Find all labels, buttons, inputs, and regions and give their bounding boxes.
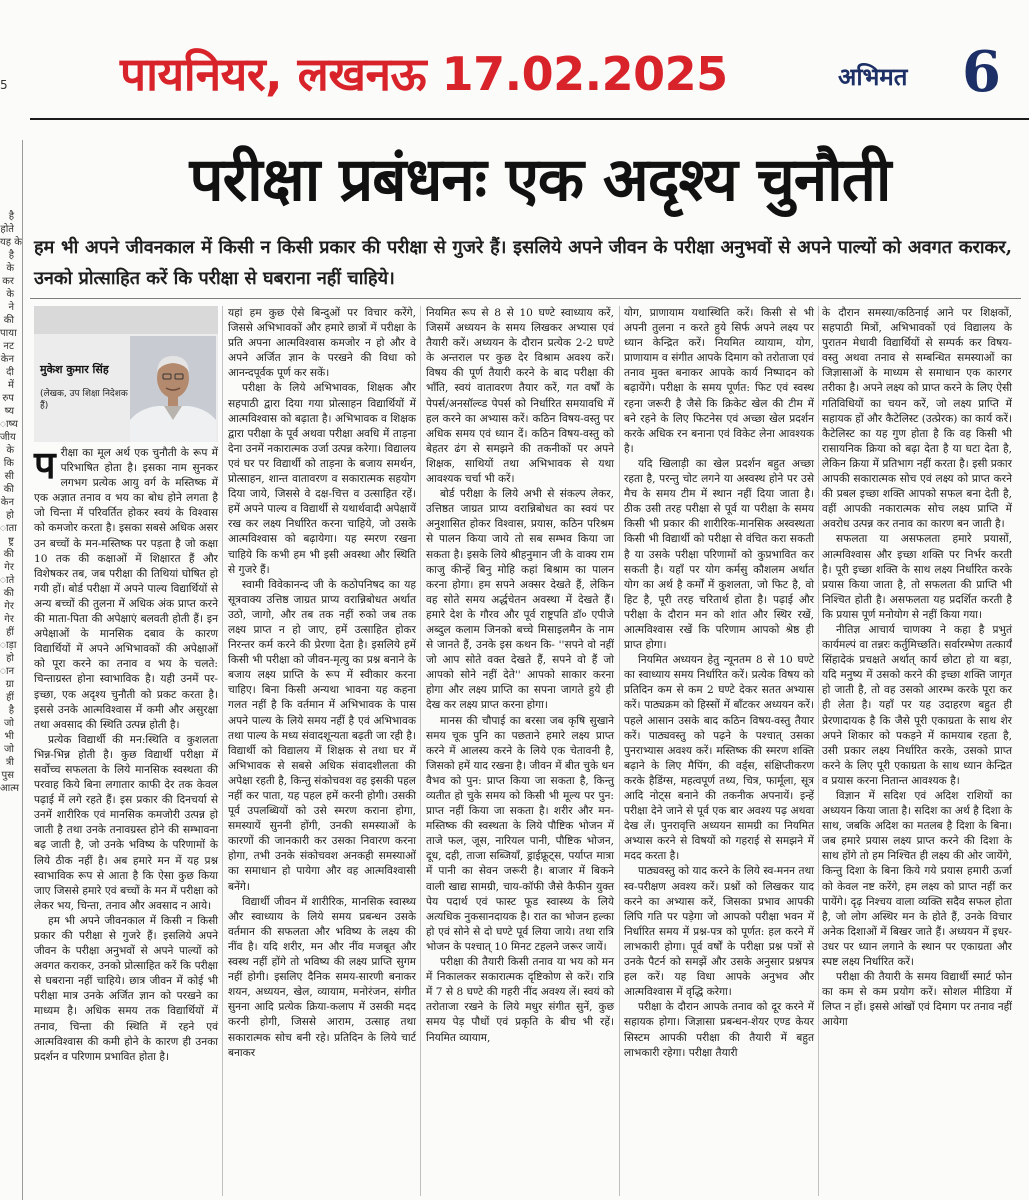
strip-line: रुप bbox=[2, 393, 14, 404]
previous-article-strip bbox=[0, 210, 22, 1200]
column-divider bbox=[619, 306, 620, 1196]
author-portrait-icon bbox=[130, 336, 216, 442]
strip-line: केन bbox=[0, 354, 14, 365]
paragraph: बोर्ड परीक्षा के लिये अभी से संकल्प लेकर, उत्तिष्ठत जाग्रत प्राप्य वरान्निबोधत का स्वयं पर अनुशासित होकर विश्वास, प्रयास, कठिन परिश्रम से पालन किया जाये तो सब सम्भव किया जा सकता है। इसके लिये श्रीहनुमान जी के वाक्य राम काजु कीन्हें बिनु मोहि कहां बिश्राम का पालन करना होगा। हम सपने अक्सर देखते हैं, लेकिन वह सोते समय अर्द्धचेतन अवस्था में देखते हैं। हमारे देश के गौरव और पूर्व राष्ट्रपति डॉ० एपीजे अब्दुल कलाम जिनको बच्चे मिसाइलमैन के नाम से जानते हैं, उनके इस कथन कि- ''सपने वो नहीं जो आप सोते वक्त देखते हैं, सपने वो हैं जो आपको सोने नहीं देते'' आपको साकार करना होगा और लक्ष्य प्राप्ति का सपना जागते हुये ही देख कर लक्ष्य प्राप्त करना होगा। bbox=[426, 488, 614, 712]
strip-line: ग्रा bbox=[5, 679, 14, 690]
strip-line: है bbox=[8, 250, 14, 261]
strip-line: हीं bbox=[6, 692, 14, 703]
masthead bbox=[110, 40, 810, 110]
strip-line: हो bbox=[6, 653, 14, 664]
strip-line: पुस bbox=[1, 770, 14, 781]
column-divider bbox=[420, 306, 421, 1196]
header-rule bbox=[30, 118, 1029, 120]
article-column-5 bbox=[822, 306, 1012, 1196]
paragraph: नीतिज्ञ आचार्य चाणक्य ने कहा है प्रभुतं कार्यमल्पं वा तन्नरः कर्तुमिच्छति। सर्वारम्भेण तत्कार्यं सिंहादेकं प्रचक्षते अर्थात् कार्य छोटा हो या बड़ा, यदि मनुष्य में उसको करने की इच्छा शक्ति जागृत हो जाती है, तो वह उसको आरम्भ करके पूरा कर ही लेता है। यहाँ पर यह उदाहरण बहुत ही प्रेरणादायक है कि जैसे पूरी एकाग्रता के साथ शेर अपने शिकार को पकड़ने में कामयाब रहता है, उसी प्रकार लक्ष्य निर्धारित करके, उसको प्राप्त करने के लिए पूरी एकाग्रता के साथ ध्यान केन्द्रित व प्रयास करना नितान्त आवश्यक है। bbox=[822, 623, 1012, 787]
strip-line: सी bbox=[4, 471, 14, 482]
previous-page-number: 5 bbox=[0, 78, 8, 92]
column-divider bbox=[22, 140, 23, 1200]
strip-line: है bbox=[8, 705, 14, 716]
strip-line: नट bbox=[3, 341, 14, 352]
strip-line: में bbox=[8, 380, 14, 391]
strip-line: की bbox=[3, 315, 14, 326]
paragraph: पाठ्यवस्तु को याद करने के लिये स्व-मनन तथा स्व-परीक्षण अवश्य करें। प्रश्नों को लिखकर याद करने का अभ्यास करें, जिसका प्रभाव आपकी लिपि गति पर पड़ेगा जो आपको परीक्षा भवन में निर्धारित समय में प्रश्न-पत्र को पूर्णत: हल करने में लाभकारी होगा। पूर्व वर्षों के परीक्षा प्रश्न पत्रों से उनके पैटर्न को समझें और उसके अनुसार प्रश्नपत्र हल करें। यह विधा आपके अनुभव और आत्मविश्वास में वृद्धि करेगा। bbox=[624, 865, 814, 999]
strip-line: की bbox=[3, 549, 14, 560]
paragraph: प्रत्येक विद्यार्थी की मन:स्थिति व कुशलता भिन्न-भिन्न होती है। कुछ विद्यार्थी परीक्षा में सर्वोच्च सफलता के लिये मानसिक स्वस्थता की परवाह किये बिना लगातार काफी देर तक केवल पढ़ाई में लगे रहते हैं। इस प्रकार की दिनचर्या से उनमें शारीरिक एवं मानसिक कमजोरी उत्पन्न हो जाती है तथा उनके तनावग्रस्त होने की सम्भावना बढ़ जाती है, जो उनके भविष्य के परिणामों के लिये ठीक नहीं है। अब हमारे मन में यह प्रश्न स्वाभाविक रूप से आता है कि ऐसा कुछ किया जाए जिससे हमारे एवं बच्चों के मन में परीक्षा को लेकर भय, चिन्ता, तनाव और अवसाद न आये। bbox=[34, 733, 218, 912]
paragraph: नियमित रूप से 8 से 10 घण्टे स्वाध्याय करें, जिसमें अध्ययन के समय लिखकर अभ्यास एवं तैयारी करें। अध्ययन के दौरान प्रत्येक 2-2 घण्टे के अन्तराल पर कुछ देर विश्राम अवश्य करें। विषय की पूर्ण तैयारी करने के बाद परीक्षा की भाँति, स्वयं वातावरण तैयार करें, गत वर्षों के पेपर्स/अनसॉल्व्ड पेपर्स को निर्धारित समयावधि में हल करने का अभ्यास करें। कठिन विषय-वस्तु पर अधिक समय एवं ध्यान दें। कठिन विषय-वस्तु को बेहतर ढंग से समझने की तकनीकों पर अपने शिक्षक, साथियों तथा अभिभावक से यथा आवश्यक चर्चा भी करें। bbox=[426, 307, 614, 486]
standfirst: हम भी अपने जीवनकाल में किसी न किसी प्रकार की परीक्षा से गुजरे हैं। इसलिये अपने जीवन के परीक्षा अनुभवों से अपने पाल्यों को अवगत कराकर, उनको प्रोत्साहित करें कि परीक्षा से घबराना नहीं चाहिये। bbox=[34, 237, 1012, 289]
paragraph: योग, प्राणायाम यथास्थिति करें। किसी से भी अपनी तुलना न करते हुये सिर्फ अपने लक्ष्य पर ध्यान केन्द्रित करें। नियमित व्यायाम, योग, प्राणायाम व संगीत आपके दिमाग को तरोताजा एवं तनाव मुक्त बनाकर आपके कार्य निष्पादन को बढ़ायेंगे। परीक्षा के समय पूर्णत: फिट एवं स्वस्थ रहना जरूरी है जैसे कि क्रिकेट खेल की टीम में बने रहने के लिए फिटनेस एवं अच्छा खेल प्रदर्शन करके अधिक रन बनाना एवं विकेट लेना आवश्यक है। bbox=[624, 307, 814, 455]
drop-cap: प bbox=[34, 442, 56, 487]
strip-line: कर bbox=[2, 276, 14, 287]
column-divider bbox=[222, 306, 223, 1196]
strip-line: हीं bbox=[6, 627, 14, 638]
byline-stripe bbox=[34, 306, 218, 334]
headline: परीक्षा प्रबंधनः एक अदृश्य चुनौती bbox=[189, 145, 891, 215]
strip-line: जीय bbox=[0, 432, 16, 443]
author-photo bbox=[130, 336, 216, 442]
strip-line: जो bbox=[3, 718, 14, 729]
section-label: अभिमत bbox=[838, 62, 908, 91]
paragraph: सफलता या असफलता हमारे प्रयासों, आत्मविश्वास और इच्छा शक्ति पर निर्भर करती है। पूरी इच्छा शक्ति के साथ लक्ष्य निर्धारित करके प्रयास किया जाता है, तो सफलता की प्राप्ति भी निश्चित होती है। असफलता यह प्रदर्शित करती है कि प्रयास पूर्ण मनोयोग से नहीं किया गया। bbox=[822, 533, 1012, 621]
strip-line: की bbox=[3, 484, 14, 495]
strip-line: ाते bbox=[0, 575, 15, 586]
paragraph: परीक्षा के दौरान आपके तनाव को दूर करने में सहायक होगा। जिज्ञासा प्रबन्धन-शेयर एण्ड केयर सिस्टम आपकी परीक्षा की तैयारी में बहुत लाभकारी रहेगा। परीक्षा तैयारी bbox=[624, 1001, 814, 1059]
strip-line: त्री bbox=[5, 757, 14, 768]
strip-line: होते bbox=[0, 224, 14, 235]
strip-line: ष्ट्र bbox=[8, 536, 14, 547]
paragraph: विज्ञान में सदिश एवं अदिश राशियों का अध्ययन किया जाता है। सदिश का अर्थ है दिशा के साथ, जबकि अदिश का मतलब है दिशा के बिना। जब हमारे प्रयास लक्ष्य प्राप्त करने की दिशा के साथ होंगे तो हम निश्चित ही लक्ष्य की ओर जायेंगे, किन्तु दिशा के बिना किये गये प्रयास हमारी ऊर्जा को केवल नष्ट करेंगे, हम लक्ष्य को प्राप्त नहीं कर पायेंगे। दृढ़ निश्चय वाला व्यक्ति सदैव सफल होता है, जो लोग अस्थिर मन के होते हैं, उनके विचार अनेक दिशाओं में बिखर जाते हैं। अध्ययन में इधर-उधर पर ध्यान लगाने के स्थान पर एकाग्रता और स्पष्ट लक्ष्य निर्धारित करें। bbox=[822, 790, 1012, 969]
article-column-1 bbox=[34, 442, 218, 1196]
strip-line: ाता bbox=[0, 523, 17, 534]
strip-line: ाड़ा bbox=[0, 640, 17, 651]
paragraph: स्वामी विवेकानन्द जी के कठोपनिषद का यह सूत्रवाक्य उत्तिष्ठ जाग्रत प्राप्य वरान्निबोधत अर्थात उठो, जागो, और तब तक नहीं रुको जब तक लक्ष्य प्राप्त न हो जाए, हमें उत्साहित होकर निरन्तर कर्म करने की प्रेरणा देता है। इसलिये हमें किसी भी परीक्षा को जीवन-मृत्यु का प्रश्न बनाने के बजाय लक्ष्य प्राप्ति के रूप में स्वीकार करना चाहिए। बिना किसी अन्यथा भावना यह कहना गलत नहीं है कि वर्तमान में अभिभावक के पास अपने पाल्य के लिये समय नहीं है एवं अभिभावक तथा पाल्य के मध्य संवादशून्यता बढ़ती जा रही है। विद्यार्थी को विद्यालय में शिक्षक से तथा घर में अभिभावक से सबसे अधिक संवादशीलता की अपेक्षा रहती है, किन्तु संकोचवश वह इसकी पहल नहीं कर पाता, यह पहल हमें करनी होगी। उसकी पूर्व उपलब्धियों को उसे स्मरण कराना होगा, समस्यायें सुननी होंगी, उनकी समस्याओं के कारणों की जानकारी कर उसका निवारण करना होगा, तभी उनके संकोचवश अनकही समस्याओं का समाधान हो पायेगा और वह आत्मविश्वासी बनेंगे। bbox=[228, 578, 416, 893]
strip-line: यह के bbox=[0, 237, 22, 248]
author-name: मुकेश कुमार सिंह bbox=[40, 363, 109, 376]
strip-line: ान bbox=[0, 666, 15, 677]
strip-line: दी bbox=[6, 367, 14, 378]
strip-line: ाष्य bbox=[0, 419, 18, 430]
paragraph: मानस की चौपाई का बरसा जब कृषि सुखाने समय चूक पुनि का पछताने हमारे लक्ष्य प्राप्त करने में आलस्य करने के लिये एक चेतावनी है, जिसको हमें याद रखना है। जीवन में बीत चुके धन वैभव को पुन: प्राप्त किया जा सकता है, किन्तु व्यतीत हो चुके समय को किसी भी मूल्य पर पुन: प्राप्त नहीं किया जा सकता है। शरीर और मन-मस्तिष्क की स्वस्थता के लिये पौष्टिक भोजन में ताजे फल, जूस, नारियल पानी, पौष्टिक भोजन, दूध, दही, ताजा सब्जियाँ, ड्राईफ्रूट्स, पर्याप्त मात्रा में पानी का सेवन जरूरी है। बाजार में बिकने वाली खाद्य सामग्री, चाय-कॉफी जैसे कैफीन युक्त पेय पदार्थ एवं फास्ट फूड स्वास्थ्य के लिये अत्यधिक नुकसानदायक है। रात का भोजन हल्का हो एवं सोने से दो घण्टे पूर्व लिया जाये। तथा रात्रि भोजन के पश्चात् 10 मिनट टहलने जरूर जायें। bbox=[426, 714, 614, 953]
paragraph: नियमित अध्ययन हेतु न्यूनतम 8 से 10 घण्टे का स्वाध्याय समय निर्धारित करें। प्रत्येक विषय को प्रतिदिन कम से कम 2 घण्टे देकर सतत अभ्यास करें। पाठ्यक्रम को हिस्सों में बाँटकर अध्ययन करें। पहले आसान उसके बाद कठिन विषय-वस्तु तैयार करें। पाठ्यवस्तु को पढ़ने के पश्चात् उसका पुनराभ्यास अवश्य करें। मस्तिष्क की स्मरण शक्ति बढ़ाने के लिए मैपिंग, की वर्ड्स, संक्षिप्तीकरण करके हैडिंग्स, महत्वपूर्ण तथ्य, चित्र, फार्मूला, सूत्र आदि नोट्स बनाने की तकनीक अपनायें। इन्हें परीक्षा देने जाने से पूर्व एक बार अवश्य पढ़ अथवा देख लें। पुनरावृत्ति अध्ययन सामग्री का नियमित अभ्यास करने से विषयों को गहराई से समझने में मदद करता है। bbox=[624, 654, 814, 863]
strip-line: ष्य bbox=[4, 406, 14, 417]
strip-line: हो bbox=[6, 510, 14, 521]
article-column-3 bbox=[426, 306, 614, 1196]
article-column-2 bbox=[228, 306, 416, 1196]
masthead-title: पायनियर, लखनऊ 17.02.2025 bbox=[120, 47, 728, 101]
paragraph: यहां हम कुछ ऐसे बिन्दुओं पर विचार करेंगे, जिससे अभिभावकों और हमारे छात्रों में परीक्षा के प्रति अपना आत्मविश्वास कमजोर न हो और वे अपने अर्जित ज्ञान के परखने की विधा को आनन्दपूर्वक पूर्ण कर सकें। bbox=[228, 307, 416, 380]
byline-box bbox=[34, 306, 218, 442]
strip-line: भी bbox=[4, 731, 14, 742]
paragraph: परीक्षा की तैयारी के समय विद्यार्थी स्मार्ट फोन का कम से कम प्रयोग करें। सोशल मीडिया में लिप्त न हों। इससे आंखों एवं दिमाग पर तनाव नहीं आयेगा bbox=[822, 971, 1012, 1029]
strip-line: की bbox=[3, 588, 14, 599]
page-number: 6 bbox=[962, 39, 1001, 105]
strip-line: कि bbox=[3, 458, 14, 469]
paragraph: परीक्षा की तैयारी किसी तनाव या भय को मन में निकालकर सकारात्मक दृष्टिकोण से करें। रात्रि में 7 से 8 घण्टे की गहरी नींद अवश्य लें। स्वयं को तरोताजा रखने के लिये मधुर संगीत सुनें, कुछ समय पेड़ पौधों एवं प्रकृति के बीच भी रहें। नियमित व्यायाम, bbox=[426, 956, 614, 1044]
paragraph: परीक्षा का मूल अर्थ एक चुनौती के रूप में परिभाषित होता है। इसका नाम सुनकर लगभग प्रत्येक आयु वर्ग के मस्तिष्क में एक अज्ञात तनाव व भय का बोध होने लगता है जो चिन्ता में परिवर्तित होकर स्वयं के विश्वास को कमजोर करता है। इसका सबसे अधिक असर उन बच्चों के मन-मस्तिष्क पर पड़ता है जो कक्षा 10 तक की कक्षाओं में शिक्षारत हैं और विशेषकर तब, जब परीक्षा की तिथियां घोषित हो गयी हों। बोर्ड परीक्षा में अपने पाल्य विद्यार्थियों से अन्य बच्चों की तुलना में अधिक अंक प्राप्त करने की माता-पिता की अपेक्षाएं बलवती होती हैं। इन अपेक्षाओं के मानसिक दबाव के कारण विद्यार्थियों में अपने अभिभावकों की अपेक्षाओं को पूरा करने का तनाव व भय के चलते: चिन्ताग्रस्त होना स्वाभाविक है। यही उनमें पर-इच्छा, एक अदृश्य चुनौती को प्रकट करता है। इससे उनके आत्मविश्वास में कमी और असुरक्षा तथा अवसाद की स्थिति उत्पन्न होती है। bbox=[34, 442, 218, 731]
paragraph: विद्यार्थी जीवन में शारीरिक, मानसिक स्वास्थ्य और स्वाध्याय के लिये समय प्रबन्धन उसके वर्तमान की सफलता और भविष्य के लक्ष्य की नींव है। यदि शरीर, मन और नींव मजबूत और स्वस्थ नहीं होंगे तो भविष्य की लक्ष्य प्राप्ति सुगम नहीं होगी। इसलिए दैनिक समय-सारणी बनाकर शयन, अध्ययन, खेल, व्यायाम, मनोरंजन, संगीत सुनना आदि प्रत्येक क्रिया-कलाप में उसकी मदद करनी होगी, जिससे आराम, उत्साह तथा सकारात्मक सोच बनी रहे। प्रतिदिन के लिये चार्ट बनाकर bbox=[228, 895, 416, 1059]
strip-line: आत्म bbox=[0, 783, 20, 794]
strip-line: गेर bbox=[4, 562, 14, 573]
strip-line: के bbox=[6, 445, 14, 456]
paragraph: हम भी अपने जीवनकाल में किसी न किसी प्रकार की परीक्षा से गुजरे हैं। इसलिये अपने जीवन के परीक्षा अनुभवों से अपने पाल्यों को अवगत कराकर, उनको प्रोत्साहित करें कि परीक्षा से घबराना नहीं चाहिये। छात्र जीवन में कोई भी परीक्षा मात्र उनके अर्जित ज्ञान को परखने का माध्यम है। अधिक समय तक विद्यार्थियों में तनाव, चिन्ता की स्थिति में रहने एवं आत्मविश्वास की कमी होने के कारण ही उनका प्रदर्शन व परिणाम प्रभावित होता है। bbox=[34, 914, 218, 1063]
column-divider bbox=[818, 306, 819, 1196]
standfirst-rule bbox=[30, 298, 1021, 299]
paragraph: परीक्षा के लिये अभिभावक, शिक्षक और सहपाठी द्वारा दिया गया प्रोत्साहन विद्यार्थियों में आत्मविश्वास को बढ़ाता है। अभिभावक व शिक्षक द्वारा परीक्षा के पूर्व अथवा परीक्षा अवधि में ताड़ना देना उनमें नकारात्मक उर्जा उत्पन्न करेगा। विद्यालय एवं घर पर विद्यार्थी को ताड़ना के बजाय समर्थन, प्रोत्साहन, शान्त वातावरण व सकारात्मक सहयोग दिया जाये, जिससे वे दक्ष-चित्त व उत्साहित रहें। हमें अपने पाल्य व विद्यार्थी से यथार्थवादी अपेक्षायें रख कर लक्ष्य निर्धारित करना चाहिये, जो उसके आत्मविश्वास को बढ़ायेगा। यह स्मरण रखना चाहिये कि कभी हम भी इसी अवस्था और स्थिति से गुजरे हैं। bbox=[228, 382, 416, 576]
paragraph: यदि खिलाड़ी का खेल प्रदर्शन बहुत अच्छा रहता है, परन्तु चोट लगने या अस्वस्थ होने पर उसे मैच के समय टीम में स्थान नहीं दिया जाता है। ठीक उसी तरह परीक्षा से पूर्व या परीक्षा के समय किसी भी प्रकार की शारीरिक-मानसिक अस्वस्थता किसी भी विद्यार्थी को परीक्षा से वंचित करा सकती है या उसके परीक्षा परिणामों को कुप्रभावित कर सकती है। यहाँ पर योग कर्मसु कौशलम अर्थात योग का अर्थ है कर्मों में कुशलता, जो फिट है, वो हिट है, पूरी तरह चरितार्थ होता है। पढ़ाई और परीक्षा के दौरान मन को शांत और स्थिर रखें, आत्मविश्वास रखें कि परिणाम आपको श्रेष्ठ ही प्राप्त होगा। bbox=[624, 457, 814, 652]
strip-line: पाया bbox=[0, 328, 17, 339]
paragraph: के दौरान समस्या/कठिनाई आने पर शिक्षकों, सहपाठी मित्रों, अभिभावकों एवं विद्यालय के पुरातन मेधावी विद्यार्थियों से सम्पर्क कर विषय-वस्तु अथवा तनाव से सम्बन्धित समस्याओं का जिज्ञासाओं के माध्यम से समाधान एक कारगर तरीका है। अपने लक्ष्य को प्राप्त करने के लिए ऐसी गतिविधियों का चयन करें, जो लक्ष्य प्राप्ति में सहायक हों और कैटेलिस्ट (उत्प्रेरक) का कार्य करें। कैटेलिस्ट का यह गुण होता है कि वह किसी भी रासायनिक क्रिया को बढ़ा देता है या घटा देता है, लेकिन क्रिया में प्रतिभाग नहीं करता है। इसी प्रकार आपकी सकारात्मक सोच एवं लक्ष्य को प्राप्त करने की प्रबल इच्छा शक्ति आपको सफल बना देती है, वहीं आपकी नकारात्मक सोच लक्ष्य प्राप्ति में अवरोध उत्पन्न कर तनाव का कारण बन जाती है। bbox=[822, 307, 1012, 531]
strip-line: केन bbox=[0, 497, 14, 508]
strip-line: जो bbox=[3, 744, 14, 755]
strip-line: गेर bbox=[4, 601, 14, 612]
author-role: (लेखक, उप शिक्षा निदेशक हैं) bbox=[40, 389, 128, 411]
strip-line: है bbox=[8, 211, 14, 222]
article-column-4 bbox=[624, 306, 814, 1196]
strip-line: के bbox=[6, 289, 14, 300]
strip-line: ने bbox=[8, 302, 14, 313]
strip-line: के bbox=[6, 263, 14, 274]
strip-line: गेर bbox=[4, 614, 14, 625]
